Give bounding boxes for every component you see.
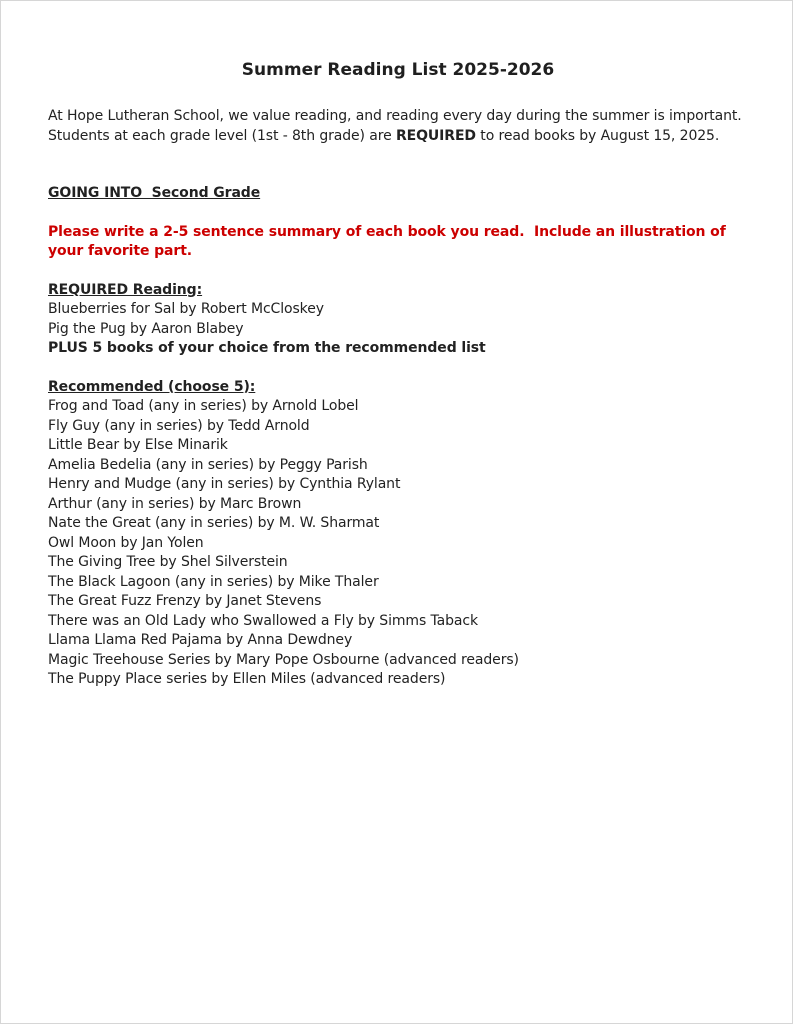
- plus-note: PLUS 5 books of your choice from the recommended list: [48, 340, 486, 356]
- grade-heading-text: GOING INTO Second Grade: [48, 185, 261, 201]
- recommended-book-item: Nate the Great (any in series) by M. W. Sharmat: [48, 515, 380, 531]
- recommended-book-item: Henry and Mudge (any in series) by Cynthia Rylant: [48, 476, 401, 492]
- grade-heading: [48, 184, 748, 204]
- required-heading: REQUIRED Reading:: [48, 281, 203, 298]
- intro-text-after: to read books by August 15, 2025.: [475, 127, 720, 144]
- recommended-book-item: The Great Fuzz Frenzy by Janet Stevens: [48, 593, 322, 609]
- required-book-item: Pig the Pug by Aaron Blabey: [48, 320, 244, 337]
- recommended-book-item: Little Bear by Else Minarik: [48, 437, 228, 453]
- recommended-book-item: The Black Lagoon (any in series) by Mike Thaler: [48, 573, 379, 590]
- recommended-heading: Recommended (choose 5):: [48, 378, 256, 395]
- recommended-book-item: The Giving Tree by Shel Silverstein: [48, 554, 288, 570]
- intro-paragraph: [48, 107, 748, 146]
- document-content: [48, 59, 748, 690]
- intro-text-before: At Hope Lutheran School, we value reading, and reading every day during the summer is important. Students at each grade level (1st - 8th grade) are: [48, 108, 742, 144]
- recommended-book-item: Frog and Toad (any in series) by Arnold Lobel: [48, 398, 359, 414]
- recommended-book-list: [48, 397, 748, 690]
- recommended-book-item: Arthur (any in series) by Marc Brown: [48, 495, 302, 512]
- intro-emphasis: REQUIRED: [395, 127, 476, 144]
- instructions-text: Please write a 2-5 sentence summary of each book you read. Include an illustration of your favorite part.: [48, 223, 731, 259]
- recommended-book-item: Magic Treehouse Series by Mary Pope Osbourne (advanced readers): [48, 651, 519, 668]
- page-title: Summer Reading List 2025-2026: [241, 60, 555, 80]
- required-book-item: Blueberries for Sal by Robert McCloskey: [48, 301, 324, 317]
- recommended-book-item: Llama Llama Red Pajama by Anna Dewdney: [48, 632, 353, 648]
- recommended-book-item: Owl Moon by Jan Yolen: [48, 534, 204, 551]
- recommended-book-item: The Puppy Place series by Ellen Miles (advanced readers): [48, 671, 446, 687]
- recommended-book-item: Fly Guy (any in series) by Tedd Arnold: [48, 417, 310, 434]
- required-book-list: [48, 300, 748, 359]
- recommended-book-item: Amelia Bedelia (any in series) by Peggy Parish: [48, 456, 368, 473]
- recommended-book-item: There was an Old Lady who Swallowed a Fly by Simms Taback: [48, 612, 478, 629]
